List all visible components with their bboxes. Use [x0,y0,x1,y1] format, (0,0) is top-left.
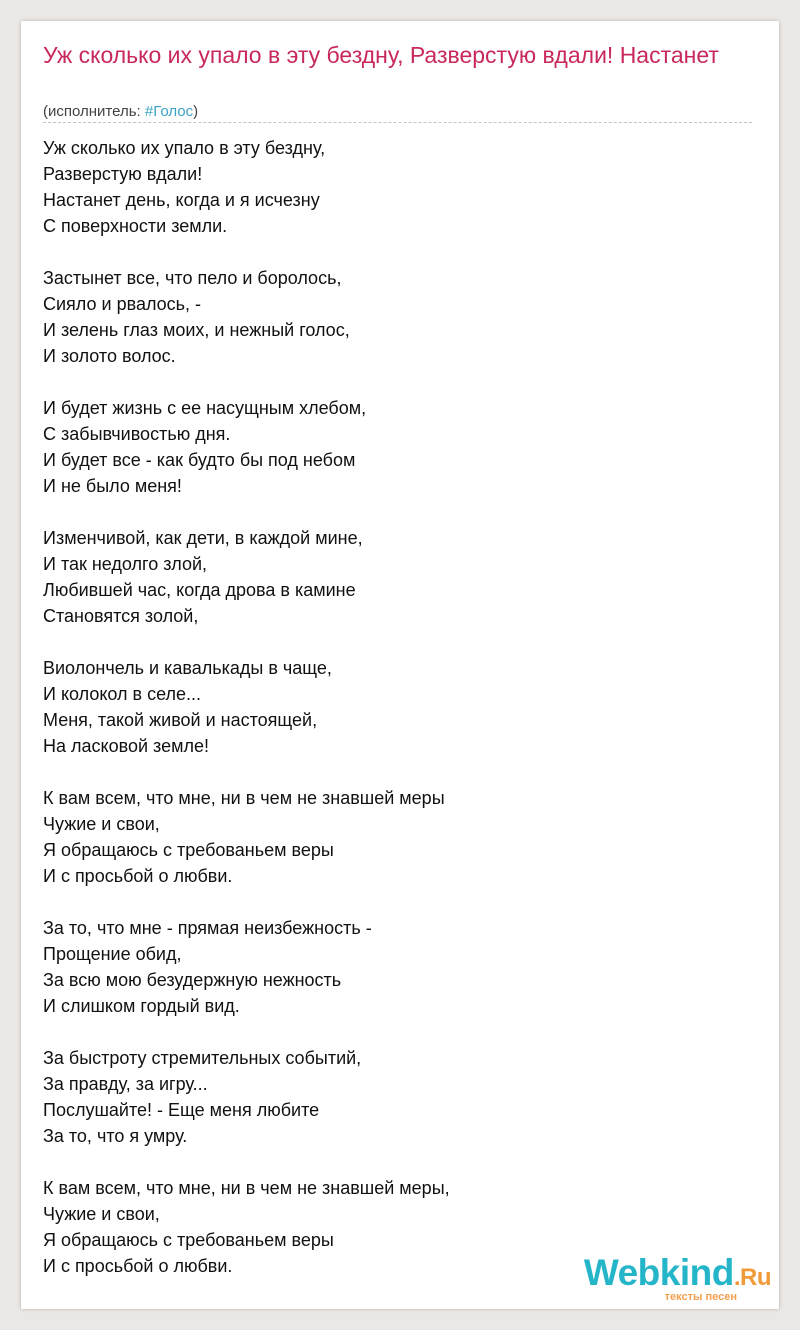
lyrics-stanza [43,785,450,889]
lyrics-line: С забывчивостью дня. [43,424,231,444]
lyrics-line: И золото волос. [43,346,176,366]
logo-suffix-text: .Ru [733,1264,771,1291]
lyrics-stanza [43,1175,450,1279]
lyrics-line: С поверхности земли. [43,216,228,236]
performer-prefix: (исполнитель: [43,103,145,120]
lyrics-line: Я обращаюсь с требованьем веры [43,840,334,860]
lyrics-line: Разверстую вдали! [43,164,203,184]
lyrics-line: Настанет день, когда и я исчезну [43,190,320,210]
title-divider [43,122,752,123]
lyrics-line: Чужие и свои, [43,814,160,834]
lyrics-line: И так недолго злой, [43,554,208,574]
lyrics-line: И слишком гордый вид. [43,996,240,1016]
lyrics-line: Чужие и свои, [43,1204,160,1224]
lyrics-line: Изменчивой, как дети, в каждой мине, [43,528,363,548]
lyrics-line: Любившей час, когда дрова в камине [43,580,356,600]
lyrics-line: И не было меня! [43,476,182,496]
lyrics-line: За то, что мне - прямая неизбежность - [43,918,372,938]
performer-line [43,103,198,121]
lyrics-line: Послушайте! - Еще меня любите [43,1100,320,1120]
lyrics-line: Сияло и рвалось, - [43,294,202,314]
site-logo[interactable] [584,1254,771,1303]
lyrics-line: Становятся золой, [43,606,199,626]
lyrics-stanza [43,265,450,369]
lyrics-line: Прощение обид, [43,944,182,964]
lyrics-line: И зелень глаз моих, и нежный голос, [43,320,350,340]
lyrics-line: К вам всем, что мне, ни в чем не знавшей меры [43,788,445,808]
logo-main-text: Webkind [583,1252,734,1293]
song-title: Уж сколько их упало в эту бездну, Разверстую вдали! Настанет [43,42,719,68]
lyrics-line: На ласковой земле! [43,736,209,756]
lyrics-line: За быстроту стремительных событий, [43,1048,362,1068]
lyrics-line: И будет все - как будто бы под небом [43,450,356,470]
lyrics-line: И колокол в селе... [43,684,202,704]
lyrics-line: Застынет все, что пело и боролось, [43,268,342,288]
lyrics-line: За то, что я умру. [43,1126,188,1146]
lyrics-line: И будет жизнь с ее насущным хлебом, [43,398,367,418]
lyrics-line: Меня, такой живой и настоящей, [43,710,318,730]
lyrics-stanza [43,915,450,1019]
lyrics-stanza [43,525,450,629]
lyrics-line: За правду, за игру... [43,1074,208,1094]
lyrics-line: К вам всем, что мне, ни в чем не знавшей меры, [43,1178,450,1198]
logo-tagline: тексты песен [664,1291,737,1303]
lyrics-stanza [43,135,450,239]
lyrics-line: За всю мою безудержную нежность [43,970,342,990]
lyrics-stanza [43,655,450,759]
lyrics-line: Я обращаюсь с требованьем веры [43,1230,334,1250]
lyrics-stanza [43,1045,450,1149]
performer-suffix: ) [193,103,199,120]
lyrics-stanza [43,395,450,499]
performer-tag-link[interactable]: #Голос [144,103,194,120]
lyrics-line: Уж сколько их упало в эту бездну, [43,138,326,158]
lyrics-text [43,135,450,1305]
lyrics-line: Виолончель и кавалькады в чаще, [43,658,332,678]
lyrics-line: И с просьбой о любви. [43,866,233,886]
lyrics-card [21,21,779,1309]
lyrics-line: И с просьбой о любви. [43,1256,233,1276]
